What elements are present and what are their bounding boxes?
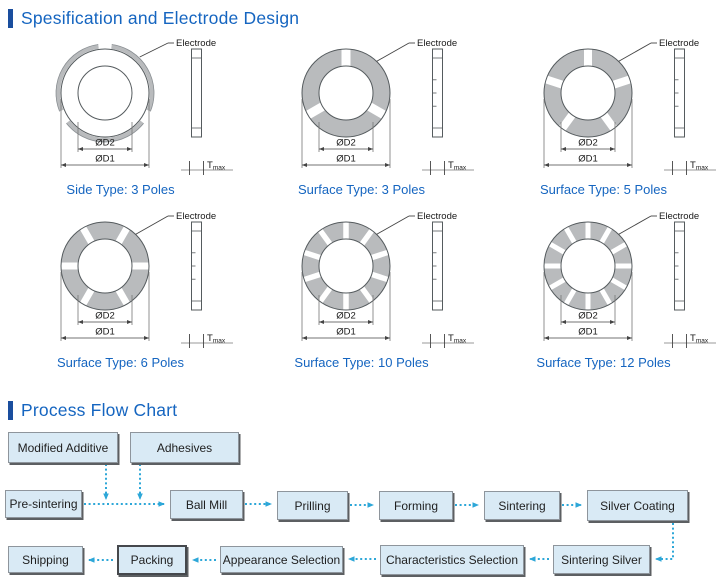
- electrode-diagram-cell: [241, 34, 482, 197]
- flow-box-sintering-silver: Sintering Silver: [553, 545, 650, 574]
- dim-d1-label: ØD1: [336, 326, 356, 338]
- electrode-diagram-surface-12-poles: [483, 207, 724, 353]
- electrode-leader-line: [136, 216, 168, 234]
- electrode-label: Electrode: [659, 38, 700, 49]
- flow-box-sintering: Sintering: [484, 491, 560, 520]
- electrode-section-heading: [8, 8, 725, 29]
- dim-d2-label: ØD2: [336, 137, 356, 149]
- electrode-diagram-cell: [0, 207, 241, 370]
- flow-box-forming: Forming: [379, 491, 453, 520]
- dim-tmax-label: Tmax: [448, 333, 467, 345]
- electrode-diagram-grid: [0, 34, 725, 370]
- diagram-caption: Surface Type: 5 Poles: [540, 182, 667, 197]
- flow-box-pre-sintering: Pre-sintering: [5, 490, 82, 518]
- diagram-caption: Side Type: 3 Poles: [66, 182, 175, 197]
- diagram-caption: Surface Type: 6 Poles: [57, 355, 184, 370]
- flow-box-shipping: Shipping: [8, 546, 83, 573]
- diagram-caption: Surface Type: 12 Poles: [536, 355, 671, 370]
- electrode-diagram-cell: [0, 34, 241, 197]
- electrode-diagram-cell: [241, 207, 482, 370]
- flow-box-adhesives: Adhesives: [130, 432, 239, 463]
- dim-tmax-label: Tmax: [207, 160, 226, 172]
- heading-bar-icon: [8, 401, 13, 420]
- electrode-diagram-cell: [483, 34, 724, 197]
- electrode-leader-line: [619, 43, 651, 61]
- dim-d1-label: ØD1: [578, 326, 598, 338]
- dim-d2-label: ØD2: [95, 137, 115, 149]
- electrode-leader-line: [377, 43, 409, 61]
- flow-section-heading: [8, 400, 725, 421]
- dim-tmax-label: Tmax: [690, 333, 709, 345]
- dim-d2-label: ØD2: [336, 310, 356, 322]
- dim-d1-label: ØD1: [95, 326, 115, 338]
- diagram-caption: Surface Type: 10 Poles: [294, 355, 429, 370]
- flow-box-silver-coating: Silver Coating: [587, 490, 688, 521]
- electrode-leader-line: [377, 216, 409, 234]
- dim-tmax-label: Tmax: [448, 160, 467, 172]
- electrode-diagram-surface-10-poles: [241, 207, 482, 353]
- electrode-label: Electrode: [417, 211, 458, 222]
- electrode-diagram-cell: [483, 207, 724, 370]
- electrode-diagram-side-3-poles: [0, 34, 241, 180]
- flow-section-title: Process Flow Chart: [21, 400, 178, 420]
- electrode-diagram-surface-3-poles: [241, 34, 482, 180]
- flow-box-modified-additive: Modified Additive: [8, 432, 118, 463]
- electrode-leader-line: [140, 43, 168, 57]
- electrode-leader-line: [619, 216, 651, 234]
- flow-box-appearance-selection: Appearance Selection: [220, 546, 343, 573]
- electrode-section-title: Spesification and Electrode Design: [21, 8, 300, 28]
- dim-d1-label: ØD1: [336, 153, 356, 165]
- electrode-diagram-surface-5-poles: [483, 34, 724, 180]
- flow-arrow-silver-coating-to-sintering-silver: [656, 523, 673, 559]
- electrode-label: Electrode: [659, 211, 700, 222]
- electrode-label: Electrode: [176, 38, 217, 49]
- electrode-diagram-surface-6-poles: [0, 207, 241, 353]
- side-view: [192, 49, 202, 137]
- dim-d1-label: ØD1: [578, 153, 598, 165]
- dim-d1-label: ØD1: [95, 153, 115, 165]
- diagram-caption: Surface Type: 3 Poles: [298, 182, 425, 197]
- dim-tmax-label: Tmax: [207, 333, 226, 345]
- flow-box-ball-mill: Ball Mill: [170, 490, 243, 519]
- flow-box-characteristics-selection: Characteristics Selection: [380, 545, 524, 575]
- dim-d2-label: ØD2: [578, 137, 598, 149]
- flow-box-prilling: Prilling: [277, 491, 348, 520]
- electrode-label: Electrode: [417, 38, 458, 49]
- electrode-label: Electrode: [176, 211, 217, 222]
- flow-box-packing: Packing: [117, 545, 187, 575]
- dim-d2-label: ØD2: [95, 310, 115, 322]
- process-flow-chart: [0, 430, 725, 584]
- heading-bar-icon: [8, 9, 13, 28]
- dim-tmax-label: Tmax: [690, 160, 709, 172]
- dim-d2-label: ØD2: [578, 310, 598, 322]
